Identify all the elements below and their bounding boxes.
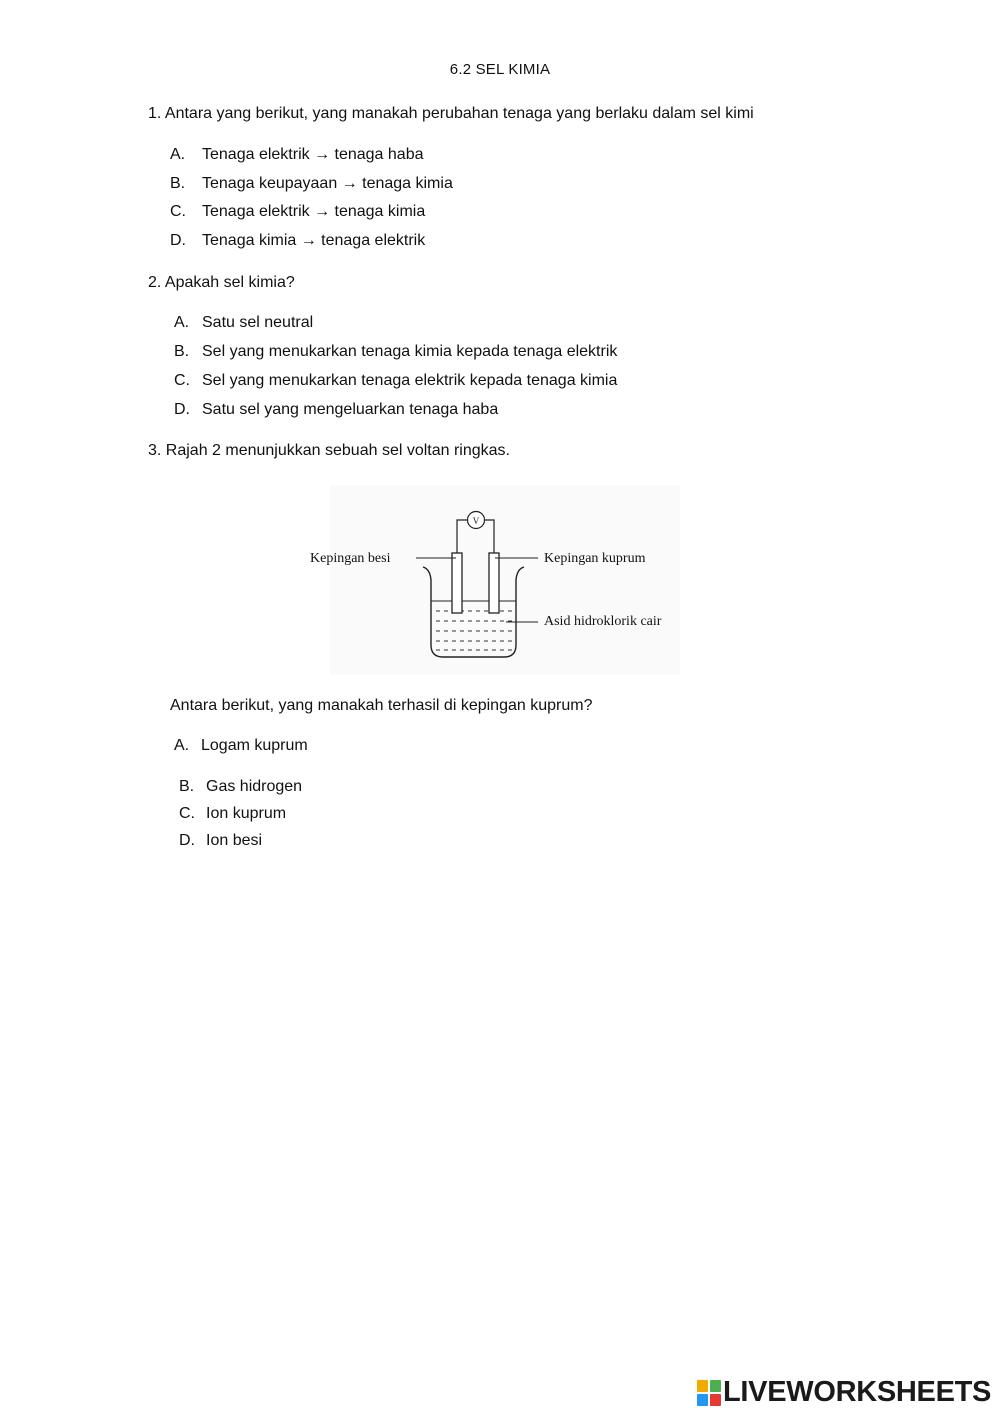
label-copper-plate: Kepingan kuprum <box>544 551 646 566</box>
liveworksheets-logo-icon <box>697 1380 721 1406</box>
logo-brand-text: LIVEWORKSHEETS <box>723 1376 992 1408</box>
option-letter: C. <box>174 372 190 389</box>
option-letter: D. <box>170 232 186 249</box>
label-iron-plate: Kepingan besi <box>310 551 391 566</box>
option-text: Sel yang menukarkan tenaga elektrik kepada tenaga kimia <box>202 372 618 389</box>
page-title: 6.2 SEL KIMIA <box>449 61 551 78</box>
option-text: Sel yang menukarkan tenaga kimia kepada tenaga elektrik <box>202 343 618 360</box>
question-3: 3. Rajah 2 menunjukkan sebuah sel voltan ringkas. <box>148 442 510 459</box>
option-text: Ion kuprum <box>206 805 287 822</box>
option-text: Tenaga kimia → tenaga elektrik <box>202 232 426 249</box>
option-text: Satu sel yang mengeluarkan tenaga haba <box>202 401 499 418</box>
iron-plate <box>452 553 462 613</box>
copper-plate <box>489 553 499 613</box>
option-letter: C. <box>179 805 195 822</box>
option-letter: A. <box>170 146 186 163</box>
option-letter: B. <box>170 175 186 192</box>
q3-option-c[interactable] <box>179 805 286 823</box>
voltaic-cell-drawing <box>330 485 680 675</box>
diagram-background <box>330 485 680 675</box>
q2-option-c[interactable] <box>174 372 617 390</box>
q2-option-d[interactable] <box>174 401 498 419</box>
option-text: Logam kuprum <box>201 737 308 754</box>
option-text: Gas hidrogen <box>206 778 303 795</box>
q2-option-b[interactable] <box>174 343 617 361</box>
option-letter: C. <box>170 203 186 220</box>
q3-option-b[interactable] <box>179 778 302 796</box>
voltmeter-symbol: V <box>472 516 480 526</box>
option-text: Satu sel neutral <box>202 314 314 331</box>
option-text: Tenaga elektrik → tenaga haba <box>202 146 424 163</box>
liveworksheets-logo[interactable] <box>697 1376 997 1410</box>
voltaic-cell-diagram <box>310 485 680 675</box>
label-acid: Asid hidroklorik cair <box>544 614 662 629</box>
q3-option-a[interactable] <box>174 737 308 755</box>
q1-option-d[interactable] <box>170 232 425 250</box>
question-3-prompt: Antara berikut, yang manakah terhasil di kepingan kuprum? <box>170 697 593 714</box>
option-letter: D. <box>174 401 190 418</box>
option-letter: D. <box>179 832 195 849</box>
option-letter: B. <box>174 343 190 360</box>
q1-option-b[interactable] <box>170 175 453 193</box>
option-letter: A. <box>174 314 190 331</box>
question-2: 2. Apakah sel kimia? <box>148 274 295 291</box>
option-letter: B. <box>179 778 195 795</box>
option-text: Tenaga keupayaan → tenaga kimia <box>202 175 453 192</box>
question-1: 1. Antara yang berikut, yang manakah perubahan tenaga yang berlaku dalam sel kimi <box>148 105 754 122</box>
q3-option-d[interactable] <box>179 832 262 850</box>
q2-option-a[interactable] <box>174 314 313 332</box>
q1-option-c[interactable] <box>170 203 425 221</box>
option-text: Ion besi <box>206 832 263 849</box>
option-letter: A. <box>174 737 190 754</box>
option-text: Tenaga elektrik → tenaga kimia <box>202 203 426 220</box>
q1-option-a[interactable] <box>170 146 423 164</box>
